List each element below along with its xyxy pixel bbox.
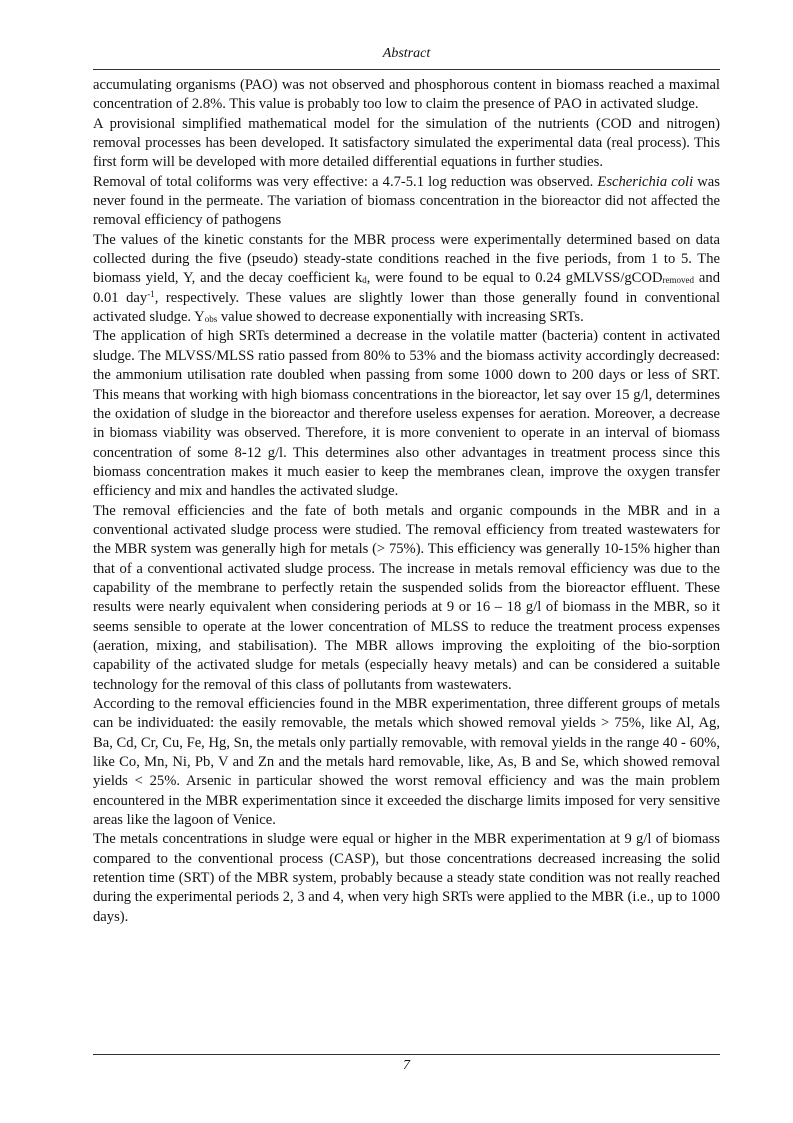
paragraph-metal-groups: According to the removal efficiencies found in the MBR experimentation, three different groups of metals can be individuated: the easily removable, the metals which showed removal yields > 75%, like Al, Ag, Ba, Cd, Cr, Cu, Fe, Hg, Sn, the metals only partially removable, with removal yields in the range 40 - 60%, like Co, Mn, Ni, Pb, V and Zn and the metals hard removable, like, As, B and Se, which showed removal yields < 25%. Arsenic in particular showed the worst removal efficiency and was the main problem encountered in the MBR experimentation since it exceeded the discharge limits imposed for very sensitive areas like the lagoon of Venice. — [93, 696, 720, 829]
text-run: The values of the kinetic constants for the MBR process were experimentally determined based on data collected during the five (pseudo) steady-state conditions reached in the five periods, from 1 to 5. The biomass yield, Y, and the decay coefficient k — [93, 231, 720, 287]
header-rule — [93, 69, 720, 70]
text-run: , respectively. These values are slightly lower than those generally found in conventional activated sludge. Y — [93, 289, 721, 326]
text-run: value showed to decrease exponentially with increasing SRTs. — [217, 309, 584, 326]
paragraph-sludge-metals: The metals concentrations in sludge were equal or higher in the MBR experimentation at 9 g/l of biomass compared to the conventional process (CASP), but those concentrations decreased increasing the solid retention time (SRT) of the MBR system, probably because a steady state condition was not really reached during the experimental periods 2, 3 and 4, when very high SRTs were applied to the MBR (i.e., up to 1000 days). — [93, 831, 720, 925]
paragraph-srt: The application of high SRTs determined a decrease in the volatile matter (bacteria) content in activated sludge. The MLVSS/MLSS ratio passed from 80% to 53% and the biomass activity accordingly decreased: the ammonium utilisation rate doubled when passing from some 1000 down to 200 days or less of SRT. This means that working with high biomass concentrations in the bioreactor, let say over 15 g/l, determines the oxidation of sludge in the bioreactor and therefore useless expenses for aeration. Moreover, a decrease in biomass viability was observed. Therefore, it is more convenient to operate in an interval of biomass concentration of some 8-12 g/l. This determines also other advantages in treatment process since this biomass concentration makes it much easier to keep the membranes clean, improve the oxygen transfer efficiency and mix and handles the activated sludge. — [93, 328, 720, 500]
footer-rule — [93, 1054, 720, 1055]
paragraph-pao: accumulating organisms (PAO) was not observed and phosphorous content in biomass reached a maximal concentration of 2.8%. This value is probably too low to claim the presence of PAO in activated sludge. — [93, 77, 720, 113]
running-header: Abstract — [382, 46, 431, 61]
subscript: removed — [662, 275, 694, 286]
species-name: Escherichia coli — [597, 173, 694, 190]
paragraph-coliforms — [93, 173, 720, 231]
subscript: obs — [204, 314, 218, 325]
text-run: was never found in the permeate. The variation of biomass concentration in the bioreactor did not affected the removal efficiency of pathogens — [93, 173, 720, 229]
paragraph-removal-efficiency: The removal efficiencies and the fate of both metals and organic compounds in the MBR and in a conventional activated sludge process were studied. The removal efficiency from treated wastewaters for the MBR system was generally high for metals (> 75%). This efficiency was generally 10-15% higher than that of a conventional activated sludge process. The increase in metals removal efficiency was due to the capability of the membrane to perfectly retain the suspended solids from the bioreactor effluent. These results were nearly equivalent when considering periods at 9 or 16 – 18 g/l of biomass in the MBR, so it seems sensible to operate at the lower concentration of MLSS to reduce the treatment process expenses (aeration, mixing, and stabilisation). The MBR allows improving the exploiting of the bio-sorption capability of the activated sludge for metals (especially heavy metals) and can be considered a suitable technology for the removal of this class of pollutants from wastewaters. — [93, 502, 720, 693]
text-run: and 0.01 day — [93, 270, 720, 306]
text-run: Removal of total coliforms was very effective: a 4.7-5.1 log reduction was observed. — [93, 173, 598, 190]
abstract-body — [93, 76, 720, 927]
page-number: 7 — [403, 1058, 410, 1073]
subscript: d — [362, 275, 367, 286]
superscript: -1 — [147, 288, 155, 299]
paragraph-kinetics — [93, 231, 720, 328]
text-run: , were found to be equal to 0.24 gMLVSS/gCOD — [366, 270, 663, 287]
paragraph-model: A provisional simplified mathematical model for the simulation of the nutrients (COD and nitrogen) removal processes has been developed. It satisfactory simulated the experimental data (real process). This first form will be developed with more detailed differential equations in further studies. — [93, 115, 720, 171]
